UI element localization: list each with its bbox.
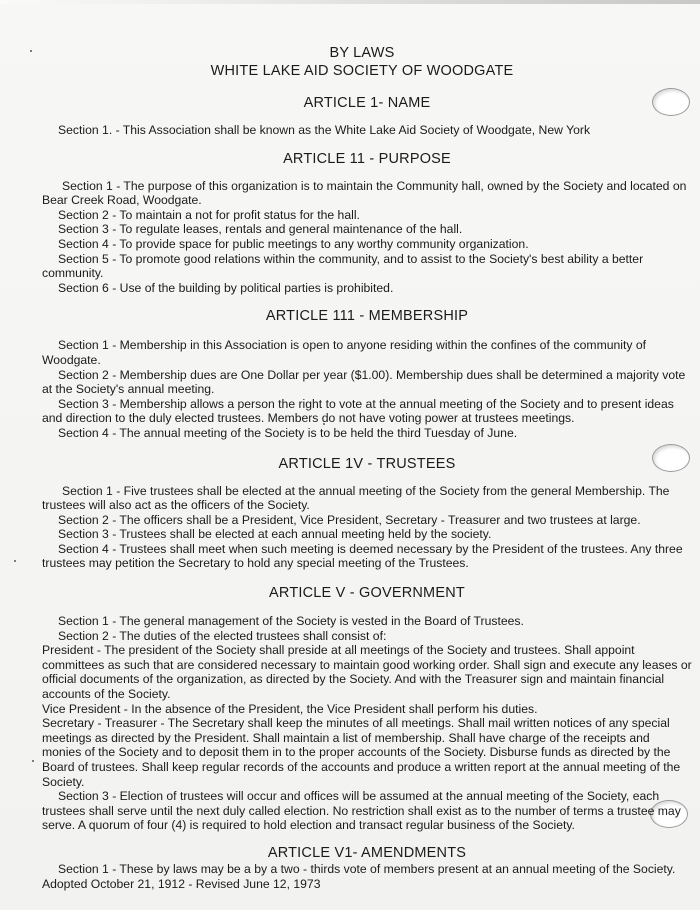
- article-2-heading: ARTICLE 11 - PURPOSE: [283, 150, 451, 167]
- article-5-secretary-treasurer-duties: Secretary - Treasurer - The Secretary shall keep the minutes of all meetings. Shall mail written notices of any special meetings as directed by the President. Shall maintain a list of membership. Shall have charge of the receipts and monies of the Society and to deposit them in to the proper accounts of the Society. Disburse funds as directed by the Board of trustees. Shall keep regular records of the accounts and produce a written report at the annual meeting of the Society.: [42, 716, 681, 789]
- article-2-section-4: Section 4 - To provide space for public meetings to any worthy community organization.: [58, 236, 529, 251]
- speck: [14, 560, 16, 562]
- article-5-president-duties: President - The president of the Society shall preside at all meetings of the Society and trustees. Shall appoint committees as such that are considered necessary to maintain good working order. Shall sign and execute any leases or official documents of the organization, as directed by the Society. And with the Treasurer sign and maintain financial accounts of the Society.: [42, 643, 692, 702]
- adoption-note: Adopted October 21, 1912 - Revised June 12, 1973: [42, 876, 321, 891]
- article-4-heading: ARTICLE 1V - TRUSTEES: [278, 455, 456, 472]
- article-4-section-4: Section 4 - Trustees shall meet when such meeting is deemed necessary by the President of the trustees. Any three trustees may petition the Secretary to hold any special meeting of the Trustees.: [42, 541, 683, 571]
- article-5-section-3: Section 3 - Election of trustees will occur and offices will be assumed at the annual meeting of the Society, each trustees shall serve until the next duly called election. No restriction shall exist as to the number of terms a trustee may serve. A quorum of four (4) is required to hold election and transact regular business of the Society.: [42, 789, 681, 833]
- article-5-vice-president-duties: Vice President - In the absence of the President, the Vice President shall perform his duties.: [42, 701, 538, 716]
- article-3-section-4: Section 4 - The annual meeting of the Society is to be held the third Tuesday of June.: [58, 425, 518, 440]
- article-2-section-3: Section 3 - To regulate leases, rentals and general maintenance of the hall.: [58, 222, 463, 237]
- article-4-section-2: Section 2 - The officers shall be a President, Vice President, Secretary - Treasurer and two trustees at large.: [58, 512, 641, 527]
- article-4-section-3: Section 3 - Trustees shall be elected at each annual meeting held by the society.: [58, 527, 492, 542]
- speck: [32, 760, 34, 762]
- article-1-heading: ARTICLE 1- NAME: [303, 95, 431, 111]
- article-3-heading: ARTICLE 111 - MEMBERSHIP: [265, 308, 469, 325]
- article-6-heading: ARTICLE V1- AMENDMENTS: [267, 844, 467, 861]
- article-1-section-1: Section 1. - This Association shall be known as the White Lake Aid Society of Woodgate, New York: [58, 123, 591, 137]
- article-2-section-5: Section 5 - To promote good relations within the community, and to assist to the Society's best ability a better community.: [42, 251, 644, 281]
- bylaws-body: [42, 44, 692, 891]
- article-5-heading: ARTICLE V - GOVERNMENT: [269, 585, 465, 602]
- page-top-edge: [0, 0, 700, 4]
- article-3-section-1: Section 1 - Membership in this Association is open to anyone residing within the confines of the community of Woodgate.: [42, 338, 647, 367]
- article-2-section-6: Section 6 - Use of the building by political parties is prohibited.: [58, 280, 394, 295]
- article-4-section-1: Section 1 - Five trustees shall be elected at the annual meeting of the Society from the general Membership. The trustees will also act as the officers of the Society.: [42, 483, 670, 513]
- article-6-section-1: Section 1 - These by laws may be a by a two - thirds vote of members present at an annual meeting of the Society.: [58, 861, 676, 876]
- article-3-section-3: Section 3 - Membership allows a person the right to vote at the annual meeting of the Society and to present ideas and direction to the duly elected trustees. Members do not have voting power at trustees meetings.: [42, 396, 674, 426]
- title-line-2: WHITE LAKE AID SOCIETY OF WOODGATE: [210, 63, 514, 79]
- article-5-section-2: Section 2 - The duties of the elected trustees shall consist of:: [58, 628, 387, 643]
- article-3-section-2: Section 2 - Membership dues are One Dollar per year ($1.00). Membership dues shall be determined a majority vote at the Society's annual meeting.: [42, 367, 686, 397]
- article-2-section-2: Section 2 - To maintain a not for profit status for the hall.: [58, 207, 360, 222]
- article-5-section-1: Section 1 - The general management of the Society is vested in the Board of Trustees.: [58, 614, 524, 629]
- article-2-section-1: Section 1 - The purpose of this organization is to maintain the Community hall, owned by the Society and located on Bear Creek Road, Woodgate.: [42, 178, 687, 208]
- title-line-1: BY LAWS: [329, 45, 395, 61]
